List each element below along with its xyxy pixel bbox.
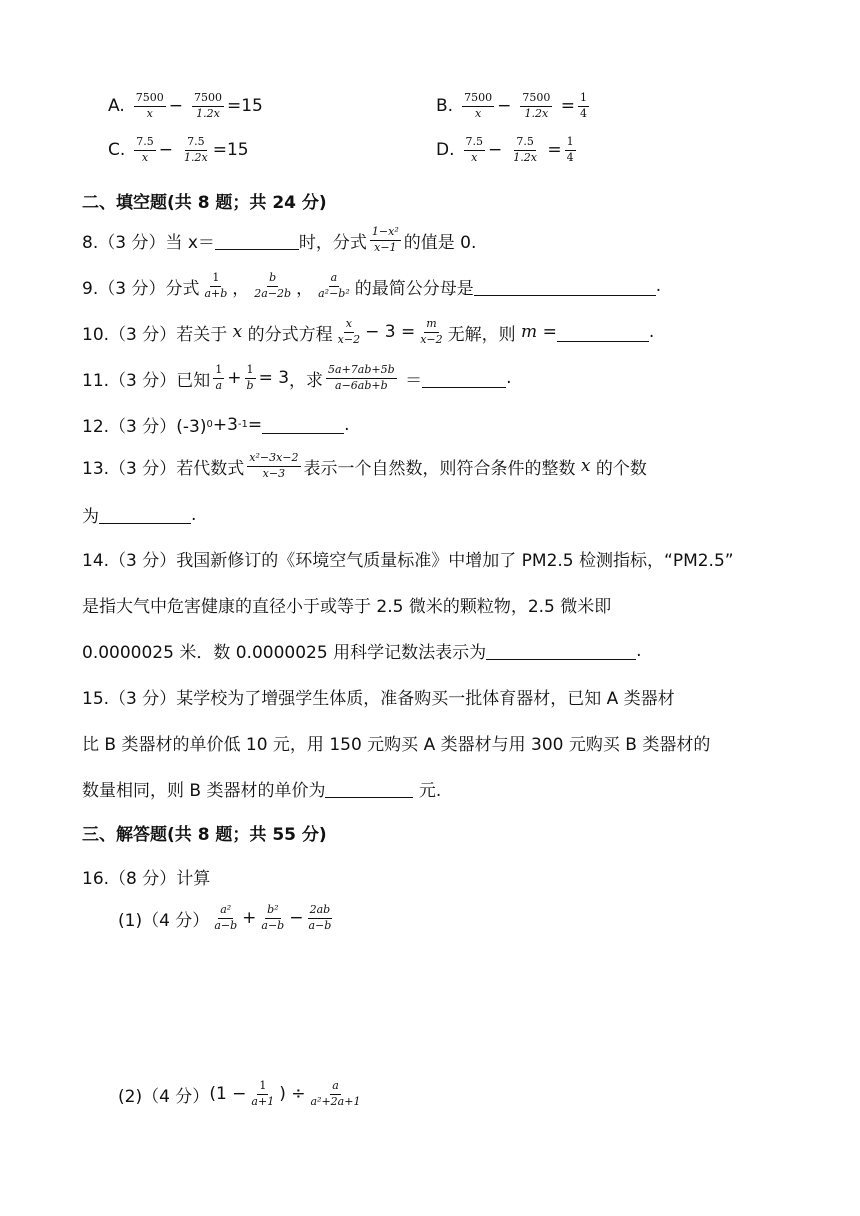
fraction: $\frac{1}{4}$ [566,135,574,164]
fraction: $\frac{7.5}{x}$ [465,135,483,164]
fraction: $\frac{1}{a}$ [215,363,223,392]
option-label: D. [436,140,455,161]
answer-blank[interactable] [474,277,656,296]
fraction: $\frac{\text{x²−3x−2}}{x-3}$ [249,451,299,480]
fraction: $\frac{a}{\text{a²−b²}}$ [318,271,350,300]
question-16-part2: (2)（4 分） (1 − $\frac{1}{a+1}$ ) ÷ $\frac{a}{\text{a²+2a+1}}$ [118,1079,361,1108]
question-16: 16.（8 分）计算 [82,869,211,889]
question-15-line3: 数量相同，则 B 类器材的单价为 元. [82,781,442,801]
fraction: $\frac{1}{a+b}$ [204,271,228,300]
fraction: $\frac{7500}{1.2x}$ [193,91,222,120]
question-15: 15.（3 分）某学校为了增强学生体质，准备购买一批体育器材，已知 A 类器材 [82,689,675,709]
fraction: $\frac{m}{x-2}$ [420,317,443,346]
question-13-line2: 为 . [82,504,197,527]
question-14: 14.（3 分）我国新修订的《环境空气质量标准》中增加了 PM2.5 检测指标，“PM2.5” [82,551,734,571]
question-15-line2: 比 B 类器材的单价低 10 元，用 150 元购买 A 类器材与用 300 元购买 B 类器材的 [82,735,711,755]
fraction: $\frac{a}{\text{a²+2a+1}}$ [310,1079,361,1108]
option-c: C. $\frac{7.5}{x}$ − $\frac{7.5}{1.2x}$ =15 [108,135,249,164]
question-14-line3: 0.0000025 米．数 0.0000025 用科学记数法表示为 . [82,640,642,663]
question-10: 10.（3 分）若关于 x 的分式方程 $\frac{x}{x-2}$ − 3 = $\frac{m}{x-2}$ 无解，则 m = . [82,317,655,346]
fraction: $\frac{\text{b²}}{a-b}$ [261,903,285,932]
fraction: $\frac{1}{a+1}$ [251,1079,275,1108]
question-11: 11.（3 分）已知 $\frac{1}{a}$ + $\frac{1}{b}$ = 3 ，求 $\frac{5a+7ab+5b}{a-6ab+b}$ ＝ . [82,363,512,392]
fraction: $\frac{2ab}{a-b}$ [308,903,332,932]
question-9: 9.（3 分）分式 $\frac{1}{a+b}$ ， $\frac{b}{2a-2b}$ ， $\frac{a}{\text{a²−b²}}$ 的最简公分母是 . [82,271,662,300]
question-13: 13.（3 分）若代数式 $\frac{\text{x²−3x−2}}{x-3}$ 表示一个自然数，则符合条件的整数 x 的个数 [82,451,647,480]
option-label: A. [108,96,125,117]
fraction: $\frac{7.5}{x}$ [136,135,154,164]
fraction: $\frac{7500}{x}$ [464,91,493,120]
fraction: $\frac{\text{1−x²}}{x-1}$ [371,225,399,254]
section-heading: 三、解答题(共 8 题；共 55 分) [82,825,327,845]
answer-blank[interactable] [422,369,506,388]
option-label: B. [436,96,454,117]
answer-blank[interactable] [486,641,636,660]
fraction: $\frac{7.5}{1.2x}$ [513,135,537,164]
fraction: $\frac{\text{a²}}{a-b}$ [214,903,238,932]
question-12: 12.（3 分）(-3) 0 +3 -1 = . [82,414,350,437]
answer-blank[interactable] [215,231,299,250]
fraction: $\frac{1}{4}$ [579,91,587,120]
fraction: $\frac{x}{x-2}$ [337,317,361,346]
answer-blank[interactable] [325,779,413,798]
question-8: 8.（3 分）当 x＝ 时，分式 $\frac{\text{1−x²}}{x-1}$ 的值是 0. [82,225,477,254]
fraction: $\frac{7500}{1.2x}$ [522,91,551,120]
option-a: A. $\frac{7500}{x}$ − $\frac{7500}{1.2x}$ =15 [108,91,263,120]
option-label: C. [108,140,126,161]
question-14-line2: 是指大气中危害健康的直径小于或等于 2.5 微米的颗粒物，2.5 微米即 [82,597,612,617]
answer-blank[interactable] [99,505,191,524]
option-b: B. $\frac{7500}{x}$ − $\frac{7500}{1.2x}$ = $\frac{1}{4}$ [436,91,587,120]
fraction: $\frac{7.5}{1.2x}$ [184,135,208,164]
fraction: $\frac{1}{b}$ [246,363,254,392]
section-heading: 二、填空题(共 8 题；共 24 分) [82,193,327,213]
option-d: D. $\frac{7.5}{x}$ − $\frac{7.5}{1.2x}$ = $\frac{1}{4}$ [436,135,574,164]
question-16-part1: (1)（4 分） $\frac{\text{a²}}{a-b}$ + $\frac{\text{b²}}{a-b}$ − $\frac{2ab}{a-b}$ [118,903,332,932]
fraction: $\frac{b}{2a-2b}$ [254,271,292,300]
answer-blank[interactable] [557,323,649,342]
answer-blank[interactable] [262,415,344,434]
fraction: $\frac{5a+7ab+5b}{a-6ab+b}$ [328,363,395,392]
fraction: $\frac{7500}{x}$ [135,91,164,120]
